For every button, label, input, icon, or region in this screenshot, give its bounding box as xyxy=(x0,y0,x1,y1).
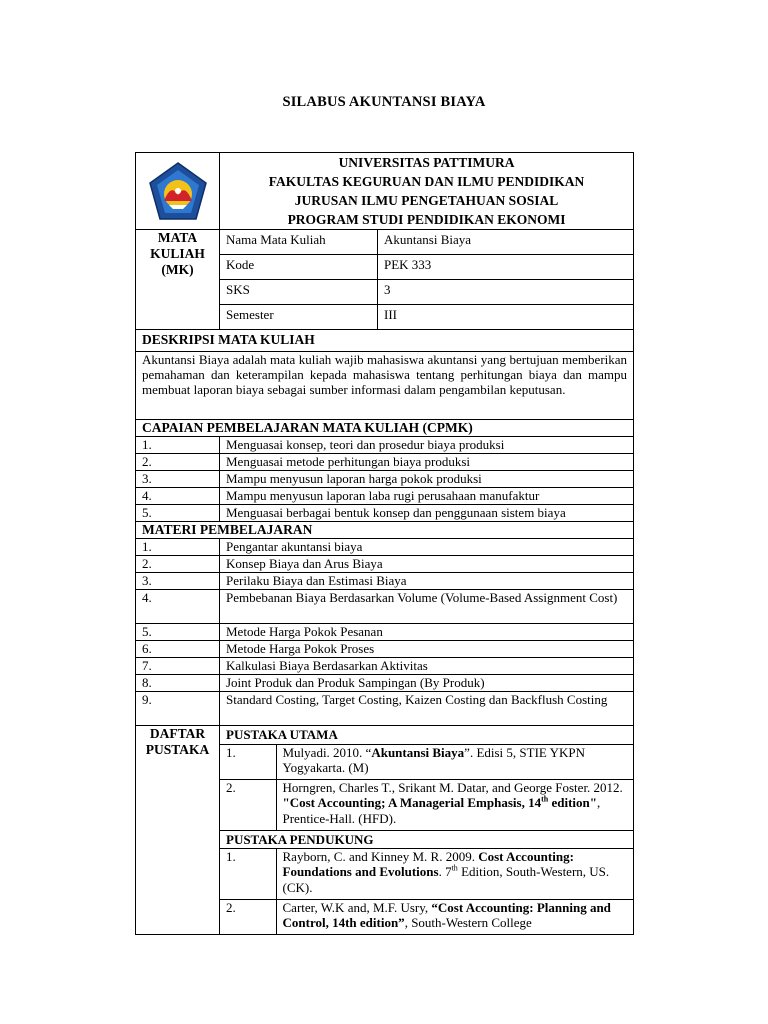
mk-key: SKS xyxy=(220,280,378,305)
list-number: 6. xyxy=(136,641,220,658)
faculty-name: FAKULTAS KEGURUAN DAN ILMU PENDIDIKAN xyxy=(268,174,585,189)
list-number: 2. xyxy=(136,556,220,573)
pustaka-utama-heading: PUSTAKA UTAMA xyxy=(220,726,633,744)
mk-key: Nama Mata Kuliah xyxy=(220,230,378,255)
daftar-pustaka-label: DAFTAR PUSTAKA xyxy=(136,726,220,935)
list-number: 7. xyxy=(136,658,220,675)
list-number: 5. xyxy=(136,505,220,522)
mk-key: Semester xyxy=(220,305,378,330)
list-number: 2. xyxy=(220,779,276,830)
list-number: 9. xyxy=(136,692,220,726)
materi-heading: MATERI PEMBELAJARAN xyxy=(136,522,634,539)
list-item: Joint Produk dan Produk Sampingan (By Produk) xyxy=(220,675,634,692)
mk-value: 3 xyxy=(378,280,634,305)
logo-cell xyxy=(136,153,220,230)
list-item: Kalkulasi Biaya Berdasarkan Aktivitas xyxy=(220,658,634,675)
pustaka-pendukung-heading: PUSTAKA PENDUKUNG xyxy=(220,830,633,848)
list-number: 4. xyxy=(136,590,220,624)
reference-item: Horngren, Charles T., Srikant M. Datar, and George Foster. 2012. "Cost Accounting; A Managerial Emphasis, 14th edition", Prentice-Hall. (HFD). xyxy=(276,779,633,830)
study-program-name: PROGRAM STUDI PENDIDIKAN EKONOMI xyxy=(287,212,566,227)
list-item: Konsep Biaya dan Arus Biaya xyxy=(220,556,634,573)
university-name: UNIVERSITAS PATTIMURA xyxy=(338,155,515,170)
pustaka-table xyxy=(220,726,633,934)
list-item: Standard Costing, Target Costing, Kaizen Costing dan Backflush Costing xyxy=(220,692,634,726)
cpmk-heading: CAPAIAN PEMBELAJARAN MATA KULIAH (CPMK) xyxy=(136,420,634,437)
syllabus-table xyxy=(135,152,634,935)
list-item: Pembebanan Biaya Berdasarkan Volume (Volume-Based Assignment Cost) xyxy=(220,590,634,624)
list-item: Mampu menyusun laporan laba rugi perusahaan manufaktur xyxy=(220,488,634,505)
list-number: 1. xyxy=(220,744,276,779)
logo-caption: AMBON xyxy=(166,214,189,221)
mk-key: Kode xyxy=(220,255,378,280)
pustaka-container xyxy=(220,726,634,935)
document-title: SILABUS AKUNTANSI BIAYA xyxy=(282,94,486,110)
list-item: Menguasai berbagai bentuk konsep dan penggunaan sistem biaya xyxy=(220,505,634,522)
list-number: 2. xyxy=(220,899,276,934)
list-item: Menguasai metode perhitungan biaya produksi xyxy=(220,454,634,471)
list-number: 3. xyxy=(136,471,220,488)
reference-item: Mulyadi. 2010. “Akuntansi Biaya”. Edisi 5, STIE YKPN Yogyakarta. (M) xyxy=(276,744,633,779)
list-item: Metode Harga Pokok Pesanan xyxy=(220,624,634,641)
list-number: 1. xyxy=(136,539,220,556)
list-number: 4. xyxy=(136,488,220,505)
list-item: Mampu menyusun laporan harga pokok produksi xyxy=(220,471,634,488)
department-name: JURUSAN ILMU PENGETAHUAN SOSIAL xyxy=(294,193,559,208)
list-number: 2. xyxy=(136,454,220,471)
list-number: 1. xyxy=(220,848,276,899)
reference-item: Carter, W.K and, M.F. Usry, “Cost Accounting: Planning and Control, 14th edition”, South-Western College xyxy=(276,899,633,934)
list-number: 5. xyxy=(136,624,220,641)
deskripsi-text: Akuntansi Biaya adalah mata kuliah wajib mahasiswa akuntansi yang bertujuan memberikan pemahaman dan keterampilan kepada mahasiswa tentang perhitungan biaya dan mampu membuat laporan biaya sebagai sumber informasi dalam pengambilan keputusan. xyxy=(136,352,634,420)
deskripsi-heading: DESKRIPSI MATA KULIAH xyxy=(136,330,634,352)
list-number: 3. xyxy=(136,573,220,590)
reference-item: Rayborn, C. and Kinney M. R. 2009. Cost Accounting: Foundations and Evolutions. 7th Edition, South-Western, US. (CK). xyxy=(276,848,633,899)
list-item: Pengantar akuntansi biaya xyxy=(220,539,634,556)
list-number: 1. xyxy=(136,437,220,454)
list-number: 8. xyxy=(136,675,220,692)
mk-label: MATA KULIAH (MK) xyxy=(136,230,220,330)
list-item: Menguasai konsep, teori dan prosedur biaya produksi xyxy=(220,437,634,454)
mk-value: III xyxy=(378,305,634,330)
list-item: Metode Harga Pokok Proses xyxy=(220,641,634,658)
mk-value: Akuntansi Biaya xyxy=(378,230,634,255)
mk-value: PEK 333 xyxy=(378,255,634,280)
university-header xyxy=(220,153,634,230)
list-item: Perilaku Biaya dan Estimasi Biaya xyxy=(220,573,634,590)
